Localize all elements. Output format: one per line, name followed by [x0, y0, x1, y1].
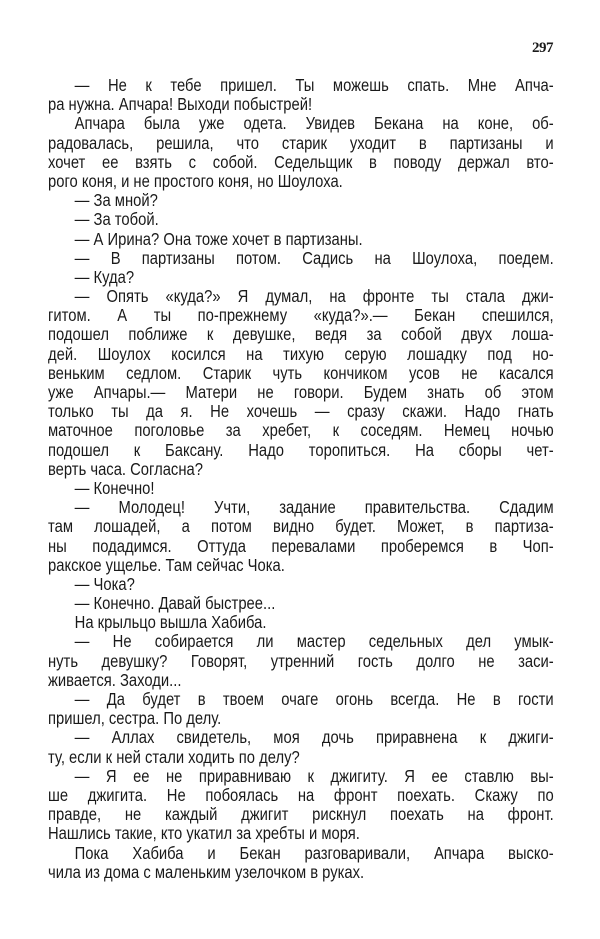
text-line: подошел к Баксану. Надо торопиться. На сборы чет- [48, 439, 554, 460]
text-line: чила из дома с маленьким узелочком в руках. [48, 861, 365, 882]
text-line: Нашлись такие, кто укатил за хребты и моря. [48, 823, 360, 844]
text-line: — Да будет в твоем очаге огонь всегда. Не в гости [74, 689, 554, 709]
text-line: пришел, сестра. По делу. [48, 708, 222, 729]
text-line: хочет ее взять с собой. Седельщик в поводу держал вто- [48, 151, 554, 172]
text-line: ракское ущелье. Там сейчас Чока. [48, 554, 285, 575]
text-line: веньким седлом. Старик чуть кончиком усов не касался [48, 362, 554, 383]
text-line: верть часа. Согласна? [48, 458, 203, 479]
text-line: ны подадимся. Оттуда перевалами проберемся в Чоп- [48, 535, 554, 556]
text-line: — Не собирается ли мастер седельных дел умык- [74, 631, 554, 652]
text-line: живается. Заходи... [48, 669, 182, 690]
text-line: — Я ее не приравниваю к джигиту. Я ее ставлю вы- [74, 765, 554, 786]
text-line: — Куда? [74, 266, 135, 287]
text-line: — Не к тебе пришел. Ты можешь спать. Мне Апча- [74, 75, 554, 95]
text-line: только ты да я. Не хочешь — сразу скажи. Надо гнать [48, 401, 554, 422]
text-line: Апчара была уже одета. Увидев Бекана на коне, об- [74, 113, 554, 134]
text-line: — В партизаны потом. Садись на Шоулоха, поедем. [74, 247, 554, 268]
text-line: радовалась, решила, что старик уходит в партизаны и [48, 132, 554, 153]
text-line: — Конечно! [74, 477, 155, 498]
text-line: — Молодец! Учти, задание правительства. Сдадим [74, 497, 554, 518]
page-body-text [48, 76, 554, 882]
text-line: — За мной? [74, 190, 158, 211]
text-line: — Опять «куда?» Я думал, на фронте ты стала джи- [74, 286, 554, 307]
text-line: маточное поголовье за хребет, к соседям. Немец ночью [48, 420, 554, 441]
text-line: уже Апчары.— Матери не говори. Будем знать об этом [48, 382, 554, 402]
text-line: рого коня, и не простого коня, но Шоулоха. [48, 170, 343, 191]
text-line: На крыльцо вышла Хабиба. [74, 612, 267, 633]
text-line: ту, если к ней стали ходить по делу? [48, 746, 300, 767]
text-line: — Чока? [74, 573, 135, 594]
text-line: ра нужна. Апчара! Выходи побыстрей! [48, 94, 313, 115]
text-line: дей. Шоулох косился на тихую серую лошадку под но- [48, 343, 554, 364]
text-line: Пока Хабиба и Бекан разговаривали, Апчара выско- [74, 842, 554, 863]
text-line: — Конечно. Давай быстрее... [74, 593, 276, 614]
text-line: ше джигита. Не побоялась на фронт поехать. Скажу по [48, 784, 554, 805]
text-line: там лошадей, а потом видно будет. Может, в партиза- [48, 516, 554, 537]
text-line: нуть девушку? Говорят, утренний гость долго не заси- [48, 650, 554, 671]
text-line: правде, не каждый джигит рискнул поехать на фронт. [48, 804, 554, 825]
text-line: — А Ирина? Она тоже хочет в партизаны. [74, 228, 363, 249]
text-line: — Аллах свидетель, моя дочь приравнена к джиги- [74, 727, 554, 748]
text-line: подошел поближе к девушке, ведя за собой двух лоша- [48, 324, 554, 345]
text-line: — За тобой. [74, 209, 159, 230]
text-line: гитом. А ты по-прежнему «куда?».— Бекан спешился, [48, 305, 554, 326]
page-number: 297 [532, 40, 553, 56]
